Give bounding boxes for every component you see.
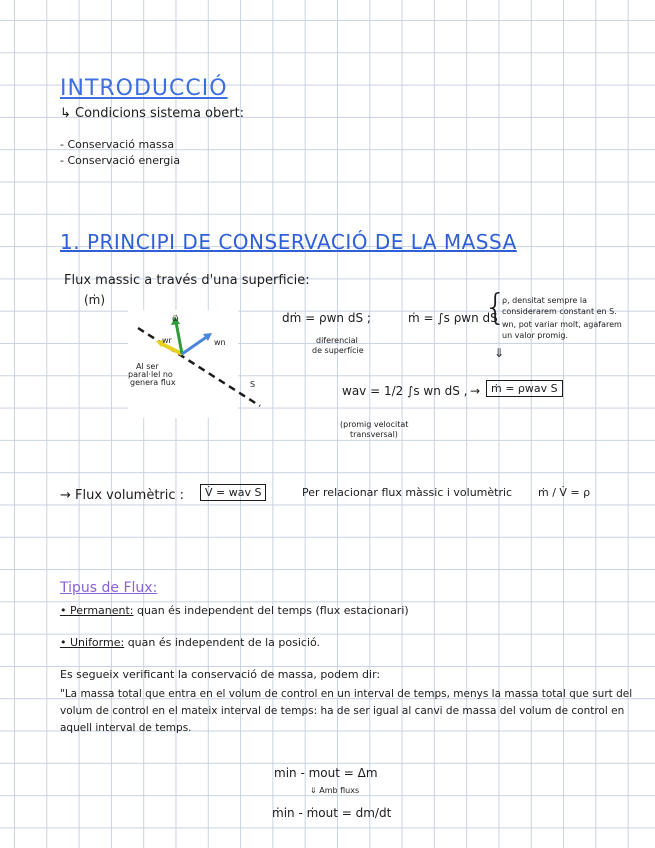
arrow-to-box: →: [470, 384, 481, 398]
permanent-text: quan és independent del temps (flux estacionari): [137, 604, 409, 617]
section1-title: 1. PRINCIPI DE CONSERVACIÓ DE LA MASSA: [60, 230, 517, 254]
intro-item-mass: - Conservació massa: [60, 138, 175, 151]
uniforme-term: • Uniforme:: [60, 636, 125, 649]
note-genera: genera flux: [130, 378, 176, 387]
note-paralel: paral·lel no: [128, 370, 173, 379]
amb-fluxs-text: Amb fluxs: [319, 786, 360, 795]
dm-formula: dṁ = ρwn dS ;: [282, 311, 371, 325]
uniforme-text: quan és independent de la posició.: [127, 636, 321, 649]
intro-title: INTRODUCCIÓ: [60, 76, 228, 101]
relation-text: Per relacionar flux màssic i volumètric: [302, 486, 513, 499]
promig-label-1: (promig velocitat: [340, 420, 409, 429]
big-brace: {: [484, 287, 507, 328]
flux-label: Flux massic a través d'una superficie:: [64, 273, 310, 288]
superficie-label: de superfície: [312, 346, 364, 355]
permanent-term: • Permanent:: [60, 604, 134, 617]
note-al-ser: Al ser: [136, 362, 159, 371]
conservation-quote: "La massa total que entra en el volum de control en un interval de temps, menys la massa total que surt del volum de control en el mateix interval de temps: ha de ser igual al canvi de massa del volum de control en aquell interval de temps.: [60, 688, 633, 734]
diferencial-label: diferencial: [316, 336, 358, 345]
conservation-intro: Es segueix verificant la conservació de massa, podem dir:: [60, 668, 381, 681]
implies-arrow: ⇓: [494, 346, 505, 360]
rho-note-2: considerarem constant en S.: [502, 307, 617, 316]
boxed-volumetric: V̇ = wav S: [200, 484, 266, 501]
wr-label: wr: [162, 336, 172, 345]
wn-label: wn: [214, 338, 226, 347]
wn-note-2: un valor promig.: [502, 331, 568, 340]
boxed-m-formula: ṁ = ρwav S: [486, 380, 563, 397]
flux-symbol: (ṁ): [84, 293, 106, 307]
types-title: Tipus de Flux:: [60, 580, 158, 596]
promig-label-2: transversal): [350, 430, 398, 439]
volumetric-label: → Flux volumètric :: [60, 488, 185, 503]
intro-subtitle-text: Condicions sistema obert:: [75, 106, 245, 121]
m-integral: ṁ = ∫s ρwn dS: [408, 311, 498, 325]
ratio-formula: ṁ / V̇ = ρ: [538, 486, 591, 499]
mass-rate-eq: ṁin - ṁout = dm/dt: [272, 806, 392, 820]
permanent-line: [60, 604, 409, 617]
intro-item-energy: - Conservació energia: [60, 154, 181, 167]
mass-balance-eq: min - mout = Δm: [274, 766, 378, 780]
surface-s-label: S: [250, 380, 256, 389]
uniforme-line: [60, 636, 320, 649]
wn-note-1: wn, pot variar molt, agafarem: [502, 320, 622, 329]
amb-fluxs: ⇓ Amb fluxs: [310, 786, 360, 795]
rho-note-1: ρ, densitat sempre la: [502, 296, 588, 305]
wav-formula: wav = 1/2 ∫s wn dS ,: [342, 384, 468, 398]
intro-subtitle: ↳ Condicions sistema obert:: [60, 106, 245, 121]
omega-label: ω⃗: [172, 314, 179, 323]
